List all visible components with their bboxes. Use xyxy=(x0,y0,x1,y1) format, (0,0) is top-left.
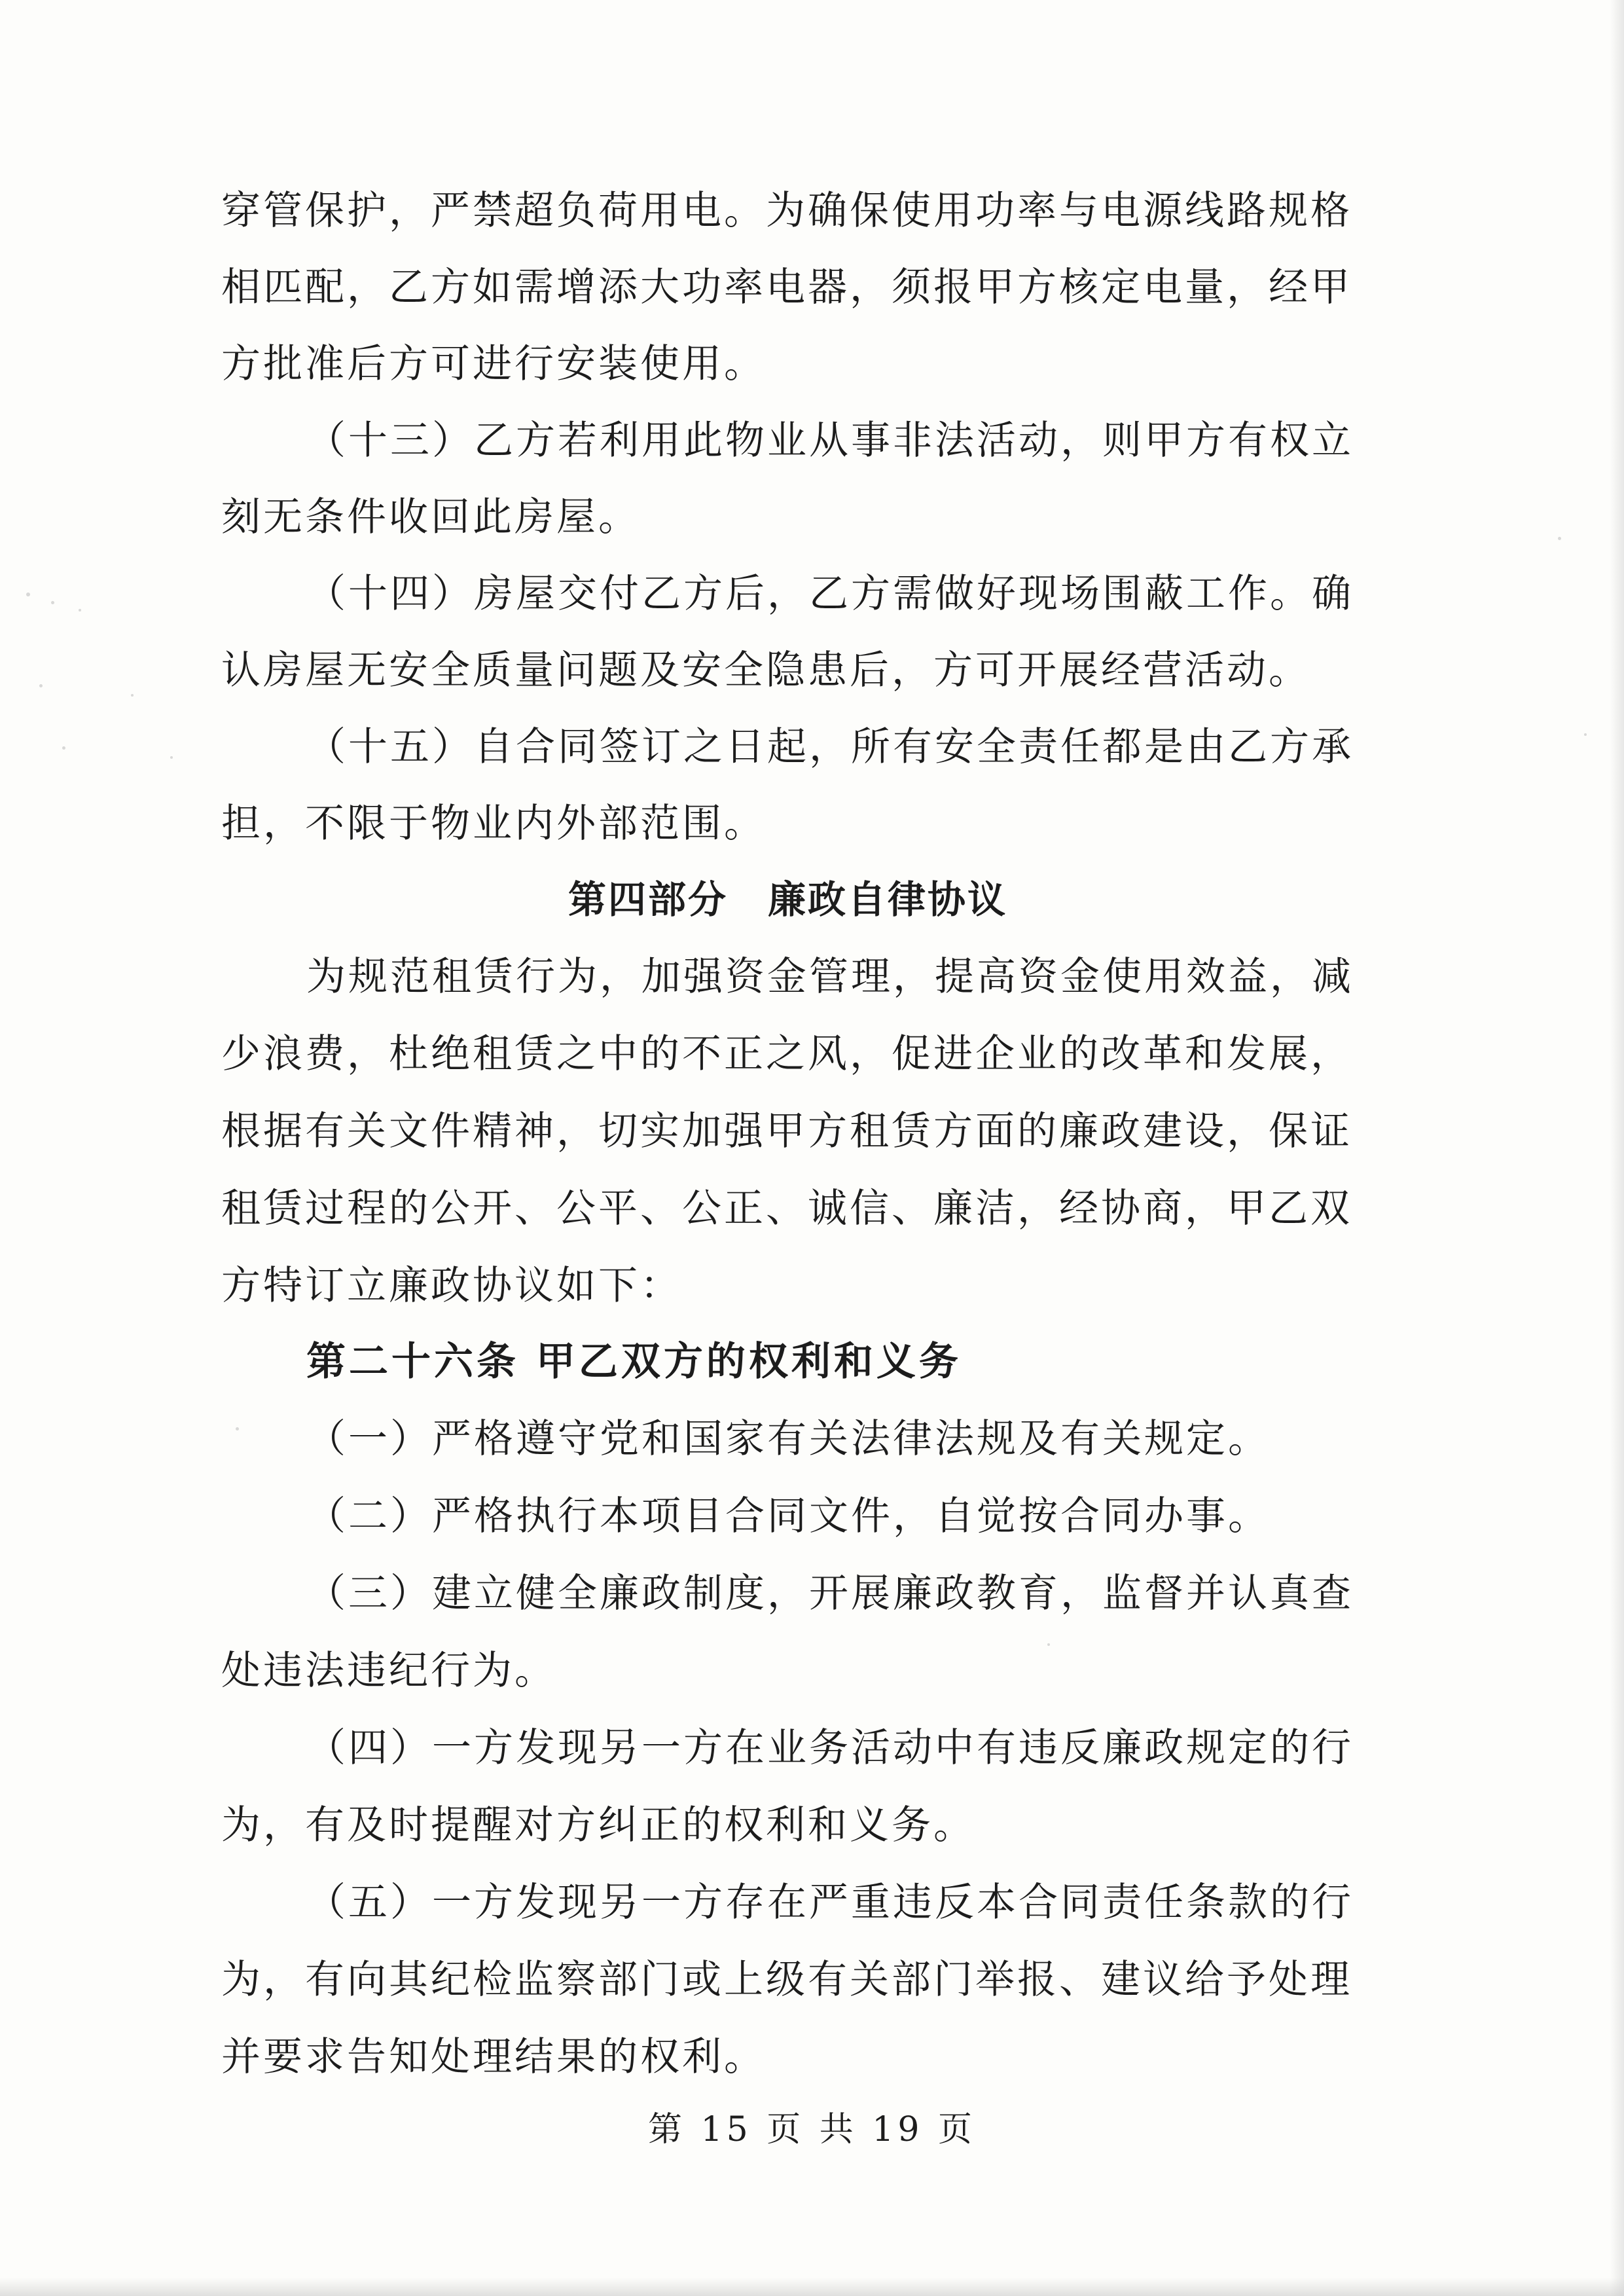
text-line: 处违法违纪行为。 xyxy=(221,1648,556,1694)
clause-1: （一）严格遵守党和国家有关法律法规及有关规定。 xyxy=(306,1416,1270,1462)
clause-2: （二）严格执行本项目合同文件，自觉按合同办事。 xyxy=(306,1493,1270,1539)
scan-speck xyxy=(79,609,81,611)
text-line: 相匹配，乙方如需增添大功率电器，须报甲方核定电量，经甲 xyxy=(221,264,1352,310)
clause-14: （十四）房屋交付乙方后，乙方需做好现场围蔽工作。确 xyxy=(306,571,1354,617)
text-line: 方特订立廉政协议如下： xyxy=(221,1263,682,1309)
text-line: 方批准后方可进行安装使用。 xyxy=(221,341,766,387)
text-line: 穿管保护，严禁超负荷用电。为确保使用功率与电源线路规格 xyxy=(221,188,1352,234)
clause-5: （五）一方发现另一方存在严重违反本合同责任条款的行 xyxy=(306,1880,1354,1925)
scan-bottom-shadow xyxy=(0,2278,1624,2296)
scan-speck xyxy=(26,592,30,596)
document-body xyxy=(221,0,1399,2095)
text-line: 根据有关文件精神，切实加强甲方租赁方面的廉政建设，保证 xyxy=(221,1108,1352,1154)
page-number: 第 15 页 共 19 页 xyxy=(648,2110,976,2149)
scan-speck xyxy=(1558,537,1561,540)
scan-speck xyxy=(170,756,173,759)
scan-speck xyxy=(51,601,54,604)
scan-speck xyxy=(62,746,65,750)
text-line: 租赁过程的公开、公平、公正、诚信、廉洁，经协商，甲乙双 xyxy=(221,1186,1352,1231)
scan-speck xyxy=(131,694,134,697)
text-line: 为，有及时提醒对方纠正的权利和义务。 xyxy=(221,1802,975,1848)
clause-15: （十五）自合同签订之日起，所有安全责任都是由乙方承 xyxy=(306,724,1354,770)
clause-3: （三）建立健全廉政制度，开展廉政教育，监督并认真查 xyxy=(306,1571,1354,1616)
scan-speck xyxy=(39,684,43,687)
article-26-heading: 第二十六条 甲乙双方的权利和义务 xyxy=(306,1339,962,1385)
scan-edge-shadow xyxy=(1610,0,1624,2296)
section-heading: 第四部分 廉政自律协议 xyxy=(568,877,1008,922)
text-line: 少浪费，杜绝租赁之中的不正之风，促进企业的改革和发展， xyxy=(221,1031,1352,1077)
text-line: 为，有向其纪检监察部门或上级有关部门举报、建议给予处理 xyxy=(221,1957,1352,2003)
scan-speck xyxy=(1584,733,1587,736)
text-line: 担，不限于物业内外部范围。 xyxy=(221,801,766,847)
text-line: 为规范租赁行为，加强资金管理，提高资金使用效益，减 xyxy=(306,954,1354,1000)
text-line: 认房屋无安全质量问题及安全隐患后，方可开展经营活动。 xyxy=(221,647,1310,693)
text-line: 刻无条件收回此房屋。 xyxy=(221,494,640,540)
clause-4: （四）一方发现另一方在业务活动中有违反廉政规定的行 xyxy=(306,1725,1354,1771)
clause-13: （十三）乙方若利用此物业从事非法活动，则甲方有权立 xyxy=(306,418,1354,464)
text-line: 并要求告知处理结果的权利。 xyxy=(221,2034,766,2080)
